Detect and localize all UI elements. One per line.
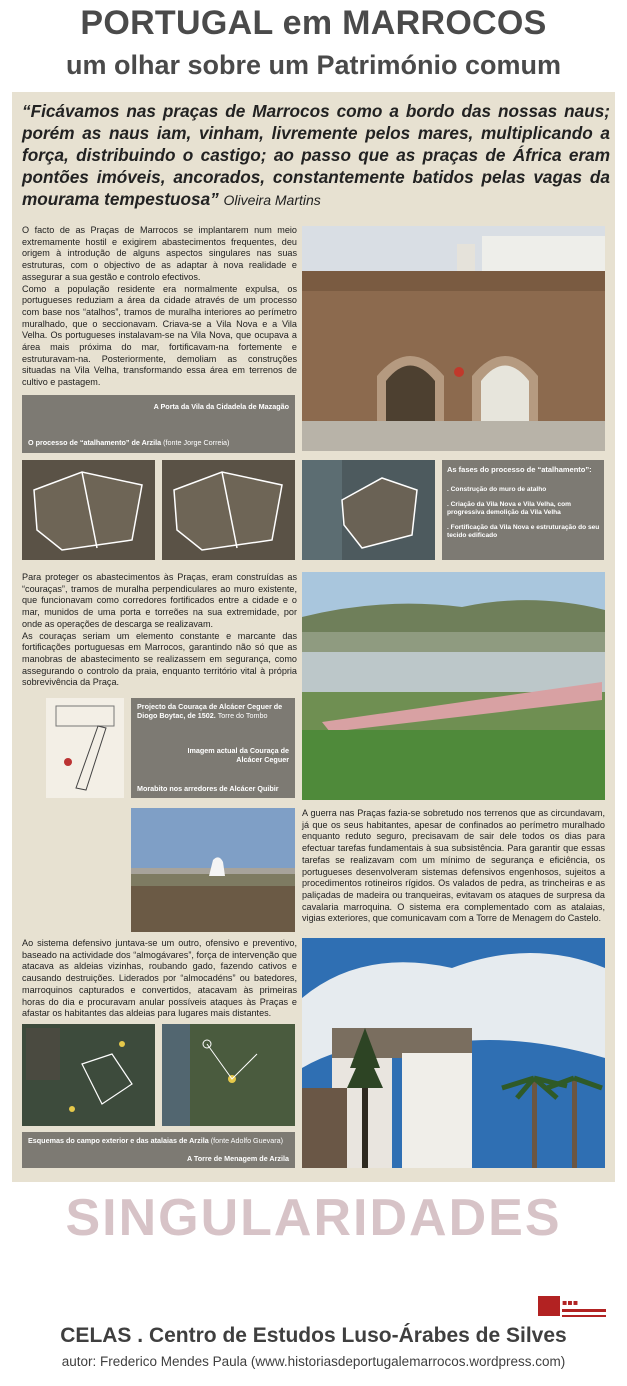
section2-paragraph: Para proteger os abastecimentos às Praças, eram construídas as “couraças”, tramos de muralha perpendiculares ao muro existente, que funcionavam como corredores fortificados entre a cidade e o mar, munidos de uma porta e torreões na sua extremidade, por onde as operações de descarga se realizavam. As couraças seriam um elemento constante e marcante das fortificações portuguesas em Marrocos, garantindo não só que as manobras de abastecimento se realizassem em segurança, como assegurando o controlo da praia, enquanto território vital à própria sobrevivência da Praça.: [22, 572, 297, 688]
caption-box-2: [131, 698, 295, 798]
phases-list: [447, 486, 602, 547]
map-atalhamento-2: [162, 460, 295, 560]
caption-process-source: (fonte Jorge Correia): [163, 438, 230, 447]
caption-tower: A Torre de Menagem de Arzila: [187, 1154, 289, 1163]
caption-box-1: [22, 395, 295, 453]
quote-author: Oliveira Martins: [223, 192, 321, 208]
svg-text:▪▪▪: ▪▪▪: [562, 1298, 579, 1307]
celas-logo: [538, 1292, 608, 1322]
author-credit: autor: Frederico Mendes Paula (www.historiasdeportugalemarrocos.wordpress.com): [61, 1354, 566, 1369]
caption-process: [28, 438, 229, 447]
caption-gate: A Porta da Vila da Cidadela de Mazagão: [153, 402, 289, 411]
phases-box: [442, 460, 604, 560]
quote-text: “Ficávamos nas praças de Marrocos como a bordo das nossas naus; porém as naus iam, vinham, livremente pelos mares, multiplicando a força, distribuindo o castigo; ao passo que as praças de África eram pontões imóveis, ancorados, constantemente batidos pelas vagas da mourama tempestuosa”: [22, 101, 610, 209]
photo-mazagao-gate: [302, 226, 605, 451]
map-atalhamento-3: [302, 460, 435, 560]
opening-quote: [22, 100, 610, 211]
caption-schemes-text: Esquemas do campo exterior e das atalaias de Arzila: [28, 1136, 209, 1145]
phase-item: . Construção do muro de atalho: [447, 486, 547, 493]
phase-item: . Fortificação da Vila Nova e estruturação do seu tecido edificado: [447, 523, 600, 540]
photo-couraca-alcacer-ceguer: [302, 572, 605, 800]
phases-title: As fases do processo de “atalhamento”:: [447, 465, 592, 474]
singularidades-banner: SINGULARIDADES: [65, 1189, 562, 1247]
caption-schemes: [28, 1136, 283, 1145]
caption-box-4: [22, 1132, 295, 1168]
page-title: PORTUGAL em MARROCOS: [80, 4, 547, 42]
map-atalhamento-1: [22, 460, 155, 560]
caption-project: [137, 702, 292, 720]
section4-paragraph: Ao sistema defensivo juntava-se um outro, ofensivo e preventivo, baseado na actividade dos “almogávares”, força de intervenção que atacava as aldeias vizinhas, roubando gado, fazendo cativos e causando destruições. Liderados por “almocadéns” ou batedores, marroquinos capturados e convertidos, atacavam às primeiras horas do dia e procuravam anular possíveis ataques às Praças e afastar os habitantes das aldeias para lugares mais distantes.: [22, 938, 297, 1019]
map-atalaias: [162, 1024, 295, 1126]
phase-item: . Criação da Vila Nova e Vila Velha, com progressiva demolição da Vila Velha: [447, 500, 571, 517]
photo-morabito: [131, 808, 295, 932]
map-campo-exterior: [22, 1024, 155, 1126]
photo-torre-menagem: [302, 938, 605, 1168]
caption-current: Imagem actual da Couraça de Alcácer Ceguer: [187, 746, 289, 764]
page-subtitle: um olhar sobre um Património comum: [65, 50, 562, 80]
caption-project-text: Projecto da Couraça de Alcácer Ceguer de Diogo Boytac, de 1502.: [137, 702, 283, 720]
caption-schemes-source: (fonte Adolfo Guevara): [210, 1136, 284, 1145]
caption-morabito: Morabito nos arredores de Alcácer Quibir: [137, 784, 279, 793]
section1-paragraph: O facto de as Praças de Marrocos se implantarem num meio extremamente hostil e exigirem abastecimentos frequentes, deu origem à introdução de alguns aspectos singulares nas suas estruturas, com o objectivo de as adaptar à nova realidade e assegurar a sua gestão e controlo efectivos. Como a população residente era normalmente expulsa, os portugueses reduziam a área da cidade através de um processo com base nos “atalhos”, tramos de muralha interiores ao perímetro muralhado, que o seccionavam. Criava-se a Vila Nova e a Vila Velha. Os portugueses instalavam-se na Vila Nova, que ocupava a área mais próxima do mar, fortificavam-na fortemente e estruturavam-na. Posteriormente, demoliam as construções situadas na Vila Velha, transformando essa área em terrenos de cultivo e pastagem.: [22, 225, 297, 388]
section3-paragraph: A guerra nas Praças fazia-se sobretudo nos terrenos que as circundavam, já que os seus habitantes, apesar de confinados ao perímetro muralhado enquanto reduto seguro, precisavam de sair dele todos os dias para efectuar tarefas fundamentais à sua subsistência. Para garantir que essas tarefas se realizavam com um mínimo de segurança e eficiência, os portugueses desenvolveram sistemas defensivos engenhosos, sujeitos a procedimentos rotineiros rígidos. Os valados de pedra, as trincheiras e as paliçadas de madeira ou tranqueiras, evitavam os ataques de surpresa da cavalaria marroquina. O sistema era complementado com as atalaias, vigias exteriores, que comunicavam com a Torre de Menagem do Castelo.: [302, 808, 605, 924]
caption-process-text: O processo de “atalhamento” de Arzila: [28, 438, 162, 447]
caption-project-source: Torre do Tombo: [217, 711, 268, 720]
organization-name: CELAS . Centro de Estudos Luso-Árabes de Silves: [60, 1324, 567, 1347]
sketch-couraca-project: [46, 698, 124, 798]
